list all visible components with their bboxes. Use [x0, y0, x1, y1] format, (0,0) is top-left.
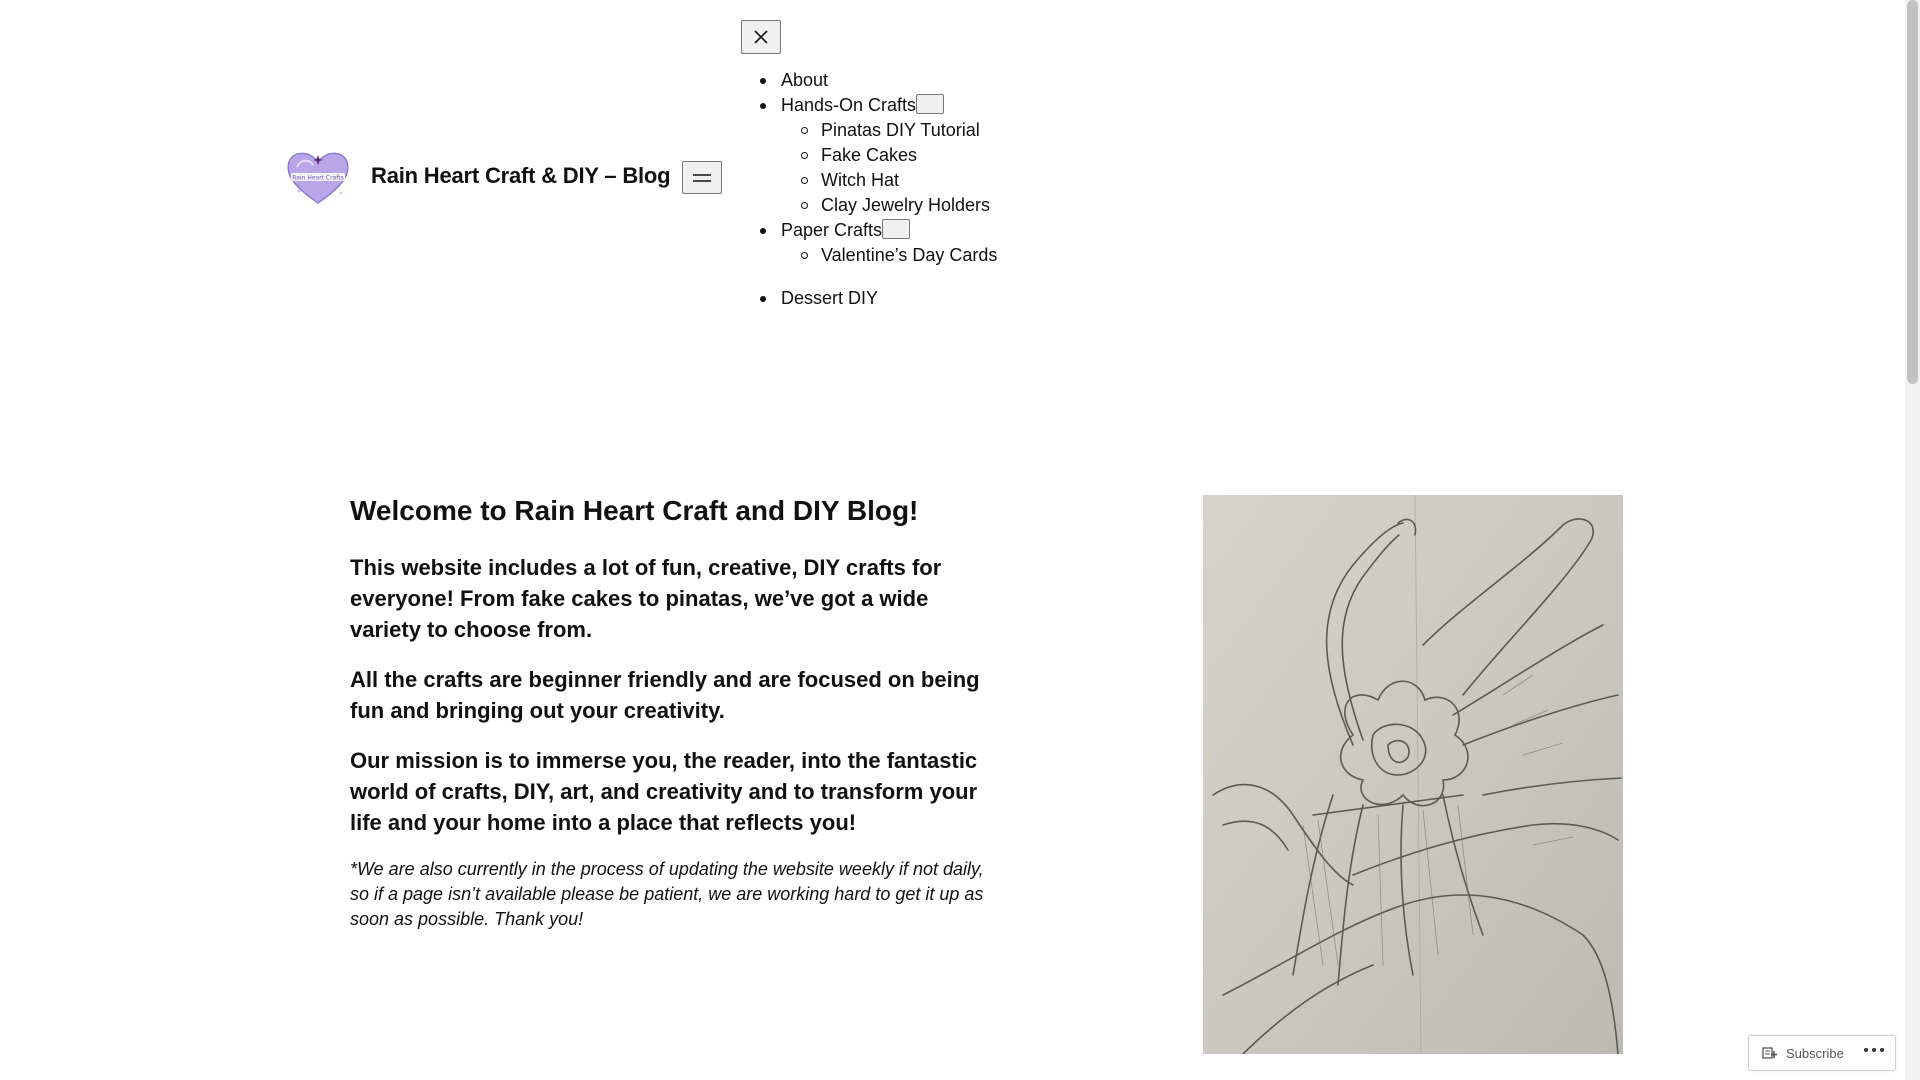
nav-list [741, 68, 997, 311]
more-options-icon[interactable] [1863, 1047, 1885, 1053]
menu-toggle-button[interactable] [682, 161, 722, 194]
scrollbar-thumb[interactable] [1907, 0, 1918, 384]
subscribe-label: Subscribe [1786, 1045, 1844, 1061]
nav-item-about[interactable] [781, 68, 997, 93]
nav-item-hands-on-crafts[interactable] [781, 93, 997, 218]
nav-link-paper-crafts[interactable]: Paper Crafts [781, 220, 883, 240]
pencil-drawing-image [1203, 495, 1623, 1054]
nav-item-paper-crafts[interactable] [781, 218, 997, 286]
update-note: *We are also currently in the process of updating the website weekly if not daily, so if a page isn’t available please be patient, we are working hard to get it up as soon as possible. Thank you! [350, 859, 984, 929]
nav-subitem-valentines-day-cards[interactable] [821, 243, 997, 268]
logo-text: Rain Heart Crafts [292, 174, 344, 182]
submenu-toggle-paper-crafts[interactable] [882, 219, 910, 239]
nav-subitem-witch-hat[interactable] [821, 168, 997, 193]
nav-link-clay-jewelry-holders[interactable]: Clay Jewelry Holders [821, 195, 991, 215]
nav-link-dessert-diy[interactable]: Dessert DIY [781, 288, 879, 308]
welcome-section [350, 494, 1000, 932]
submenu-toggle-hands-on-crafts[interactable] [916, 94, 944, 114]
hamburger-icon [692, 172, 712, 184]
nav-link-hands-on-crafts[interactable]: Hands-On Crafts [781, 95, 917, 115]
site-logo[interactable] [283, 147, 353, 207]
close-menu-button[interactable] [741, 20, 781, 54]
main-navigation [741, 68, 997, 311]
nav-link-valentines-day-cards[interactable]: Valentine’s Day Cards [821, 245, 998, 265]
submenu-paper-crafts [781, 243, 997, 268]
mission-paragraph: Our mission is to immerse you, the reader, into the fantastic world of crafts, DIY, art, and creativity and to transform your life and your home into a place that reflects you! [350, 748, 978, 835]
site-title[interactable]: Rain Heart Craft & DIY – Blog [371, 163, 671, 188]
reader-subscribe-icon [1762, 1047, 1778, 1060]
subscribe-button[interactable] [1748, 1035, 1896, 1071]
nav-subitem-clay-jewelry-holders[interactable] [821, 193, 997, 218]
beginner-paragraph: All the crafts are beginner friendly and are focused on being fun and bringing out your creativity. [350, 667, 980, 723]
nav-item-dessert-diy[interactable] [781, 286, 997, 311]
intro-paragraph: This website includes a lot of fun, creative, DIY crafts for everyone! From fake cakes to pinatas, we’ve got a wide variety to choose from. [350, 555, 942, 642]
submenu-hands-on-crafts [781, 118, 997, 218]
page-heading: Welcome to Rain Heart Craft and DIY Blog! [350, 495, 919, 526]
nav-link-fake-cakes[interactable]: Fake Cakes [821, 145, 918, 165]
nav-subitem-pinatas[interactable] [821, 118, 997, 143]
nav-link-pinatas[interactable]: Pinatas DIY Tutorial [821, 120, 980, 140]
nav-link-witch-hat[interactable]: Witch Hat [821, 170, 900, 190]
nav-subitem-fake-cakes[interactable] [821, 143, 997, 168]
nav-link-about[interactable]: About [781, 70, 829, 90]
close-icon [753, 29, 769, 45]
